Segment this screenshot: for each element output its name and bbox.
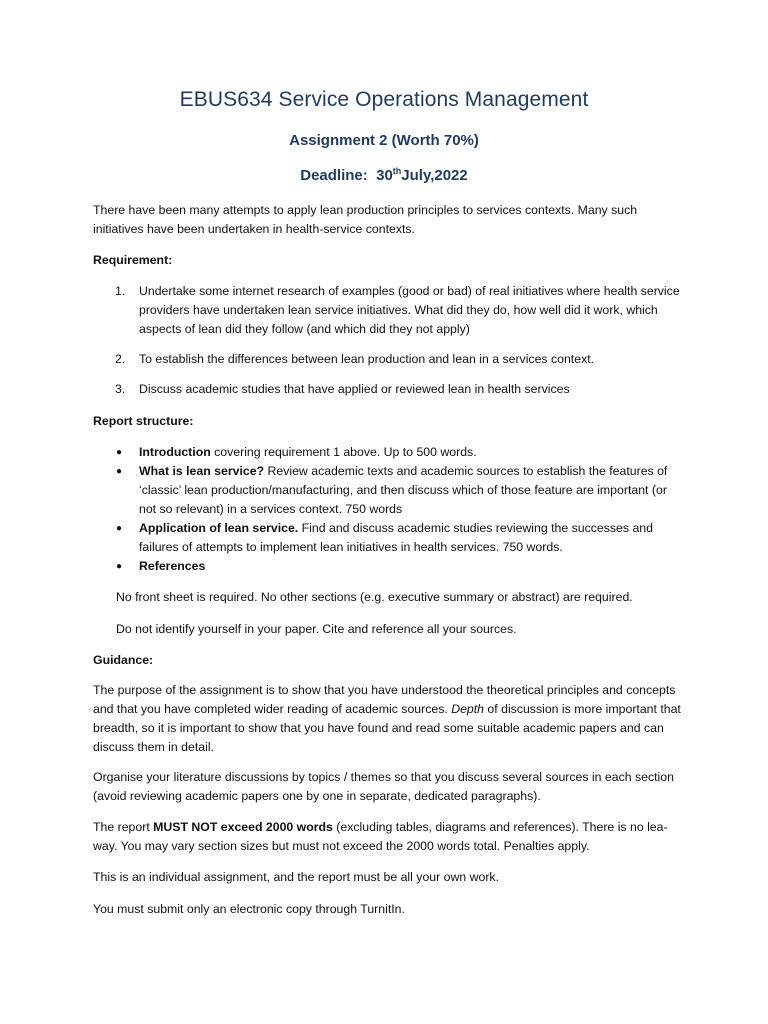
intro-paragraph: There have been many attempts to apply lean production principles to services contexts. Many such initiatives have been undertaken in health-service contexts. [93,203,638,236]
requirement-heading: Requirement: [93,253,173,267]
document-title: EBUS634 Service Operations Management [179,88,589,111]
guidance-paragraph-5: You must submit only an electronic copy through TurnitIn. [93,902,405,916]
requirement-text: Discuss academic studies that have applied or reviewed lean in health services [139,382,570,396]
structure-rest: Find and discuss academic studies reviewing the successes and failures of attempts to implement lean initiatives in health services. 750 words. [139,521,653,554]
structure-bold: References [139,559,206,573]
requirement-number: 1. [115,284,126,298]
guidance-paragraph-2: Organise your literature discussions by topics / themes so that you discuss several sources in each section (avoid reviewing academic papers one by one in separate, dedicated paragraphs). [93,770,674,803]
bullet-icon: ● [116,466,123,477]
deadline-day: 30 [376,167,393,184]
do-not-identify-note: Do not identify yourself in your paper. Cite and reference all your sources. [116,622,517,636]
deadline-label: Deadline: [300,167,368,184]
deadline [0,167,768,184]
guidance-paragraph-4: This is an individual assignment, and the report must be all your own work. [93,870,499,884]
requirement-number: 3. [115,382,126,396]
structure-rest: covering requirement 1 above. Up to 500 words. [210,445,477,459]
guidance-p3-bold: MUST NOT exceed 2000 words [153,820,333,834]
guidance-paragraph-1 [93,681,683,757]
structure-text [139,557,684,576]
requirement-text: Undertake some internet research of examples (good or bad) of real initiatives where health service providers have undertaken lean service initiatives. What did they do, how well did it work, which aspects of lean did they follow (and which did they not apply) [139,284,680,336]
structure-bold: Application of lean service. [139,521,299,535]
bullet-icon: ● [116,447,123,458]
structure-text [139,519,684,557]
guidance-heading: Guidance: [93,653,154,667]
bullet-icon: ● [116,523,123,534]
guidance-p1-italic: Depth [451,702,485,716]
guidance-p1-end: of discussion is more important that breadth, so it is important to show that you have found and read some suitable academic papers and can discuss them in detail. [93,702,681,754]
guidance-p3-end: (excluding tables, diagrams and references). There is no lea-way. You may vary section sizes but must not exceed the 2000 words total. Penalties apply. [93,820,668,853]
guidance-p3-start: The report [93,820,154,834]
structure-bold: What is lean service? [139,464,265,478]
structure-bold: Introduction [139,445,211,459]
structure-text [139,443,684,462]
assignment-subtitle: Assignment 2 (Worth 70%) [289,132,479,149]
requirement-number: 2. [115,352,126,366]
report-structure-heading: Report structure: [93,414,194,428]
structure-rest: Review academic texts and academic sources to establish the features of ‘classic’ lean production/manufacturing, and then discuss which of those feature are important (or not so relevant) in a services context. 750 words [139,464,668,516]
structure-text [139,462,684,519]
guidance-paragraph-3 [93,818,683,856]
bullet-icon: ● [116,561,123,572]
guidance-p1-start: The purpose of the assignment is to show that you have understood the theoretical principles and concepts and that you have completed wider reading of academic sources. [93,683,676,716]
requirement-text: To establish the differences between lean production and lean in a services context. [139,352,595,366]
no-front-sheet-note: No front sheet is required. No other sections (e.g. executive summary or abstract) are required. [116,590,633,604]
deadline-month-year: July,2022 [401,167,468,184]
deadline-day-suffix: th [392,166,402,176]
